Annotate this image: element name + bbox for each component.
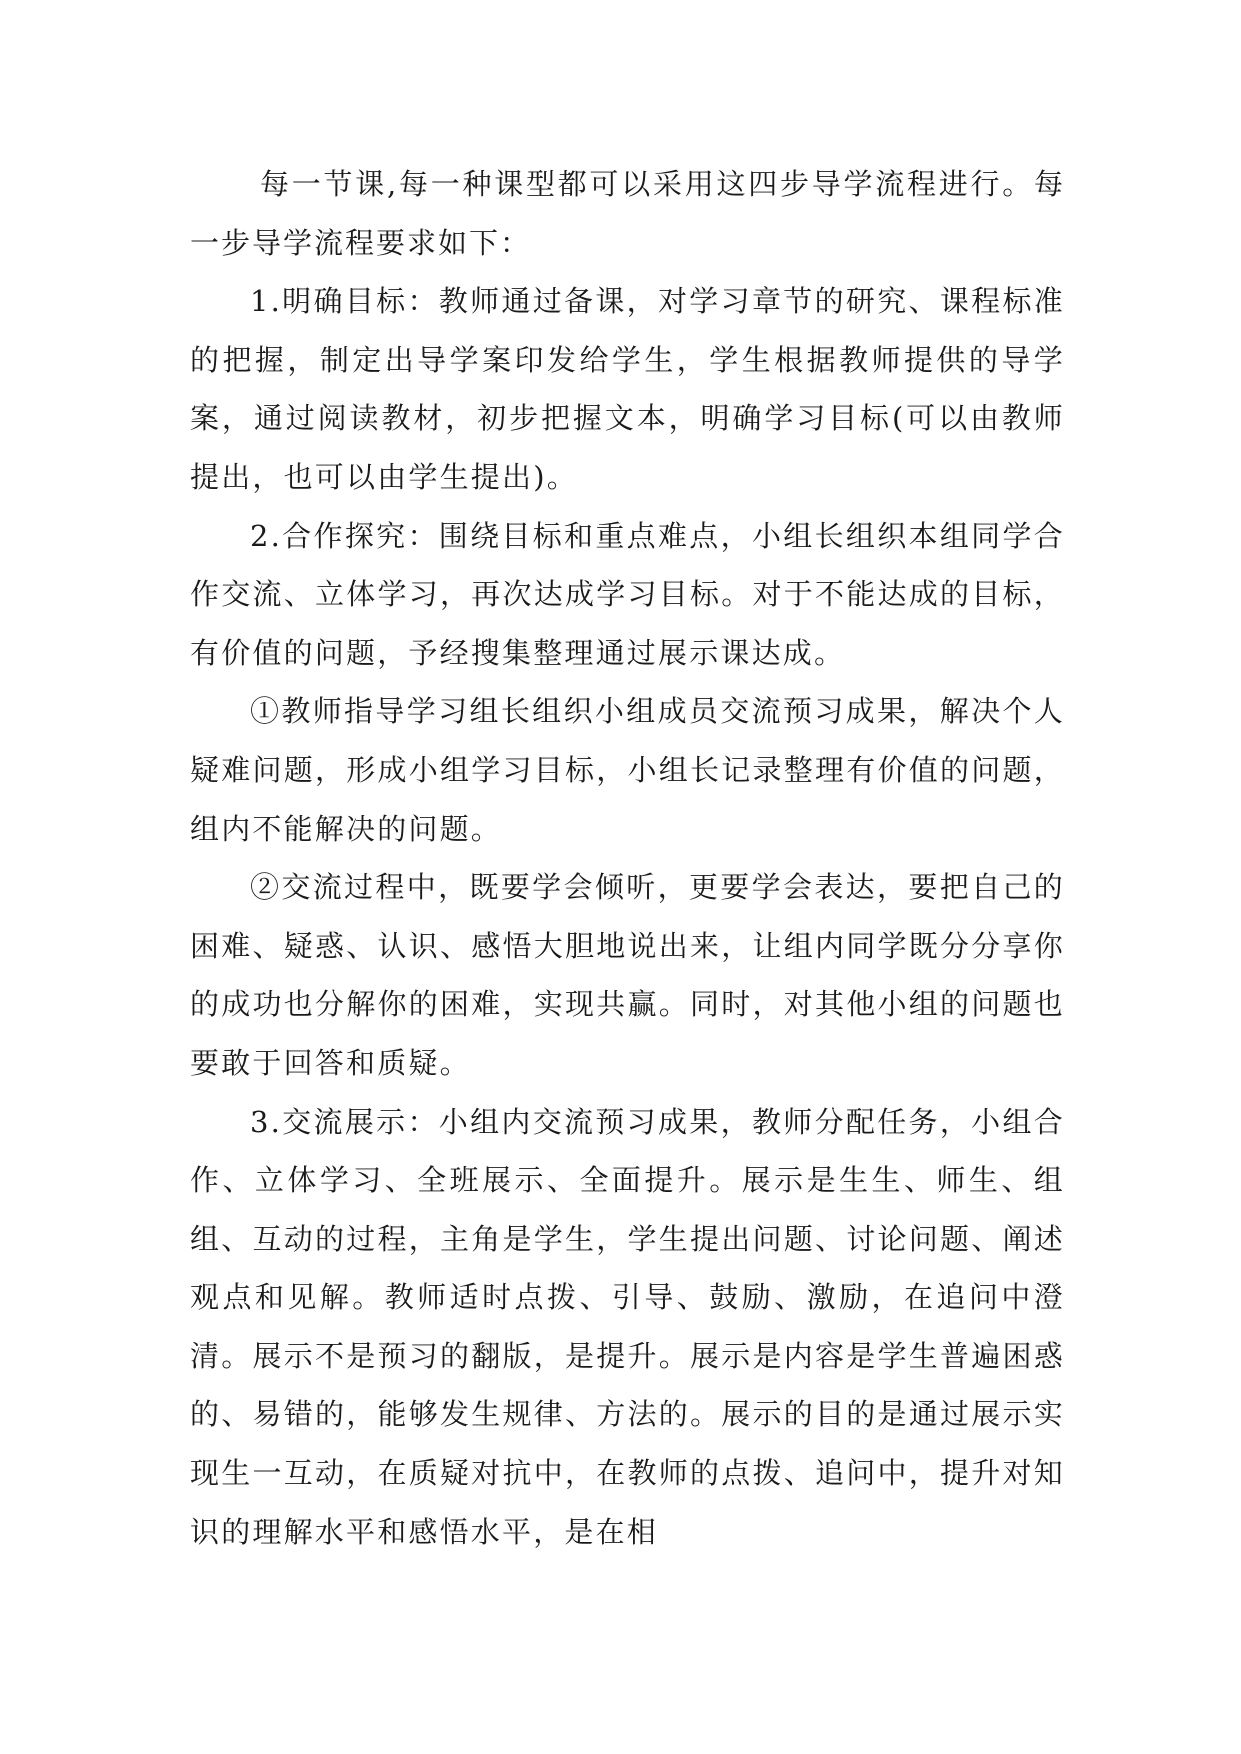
paragraph-step-2-item-2: ②交流过程中，既要学会倾听，更要学会表达，要把自己的困难、疑惑、认识、感悟大胆地说出来，让组内同学既分分享你的成功也分解你的困难，实现共赢。同时，对其他小组的问题也要敢于回答和质疑。: [190, 870, 1065, 1080]
paragraph-step-2-item-1: ①教师指导学习组长组织小组成员交流预习成果，解决个人疑难问题，形成小组学习目标，小组长记录整理有价值的问题，组内不能解决的问题。: [190, 694, 1065, 846]
paragraph-step-1: 1.明确目标：教师通过备课，对学习章节的研究、课程标准的把握，制定出导学案印发给学生，学生根据教师提供的导学案，通过阅读教材，初步把握文本，明确学习目标(可以由教师提出，也可以由学生提出)。: [190, 284, 1065, 494]
paragraph-step-3: 3.交流展示：小组内交流预习成果，教师分配任务，小组合作、立体学习、全班展示、全面提升。展示是生生、师生、组组、互动的过程，主角是学生，学生提出问题、讨论问题、阐述观点和见解。教师适时点拨、引导、鼓励、激励，在追问中澄清。展示不是预习的翻版，是提升。展示是内容是学生普遍困惑的、易错的，能够发生规律、方法的。展示的目的是通过展示实现生一互动，在质疑对抗中，在教师的点拨、追问中，提升对知识的理解水平和感悟水平，是在相: [190, 1104, 1065, 1549]
document-body: [190, 155, 1065, 1561]
paragraph-intro: 每一节课,每一种课型都可以采用这四步导学流程进行。每一步导学流程要求如下：: [190, 167, 1065, 260]
paragraph-step-2: 2.合作探究：围绕目标和重点难点，小组长组织本组同学合作交流、立体学习，再次达成学习目标。对于不能达成的目标，有价值的问题，予经搜集整理通过展示课达成。: [190, 518, 1065, 670]
